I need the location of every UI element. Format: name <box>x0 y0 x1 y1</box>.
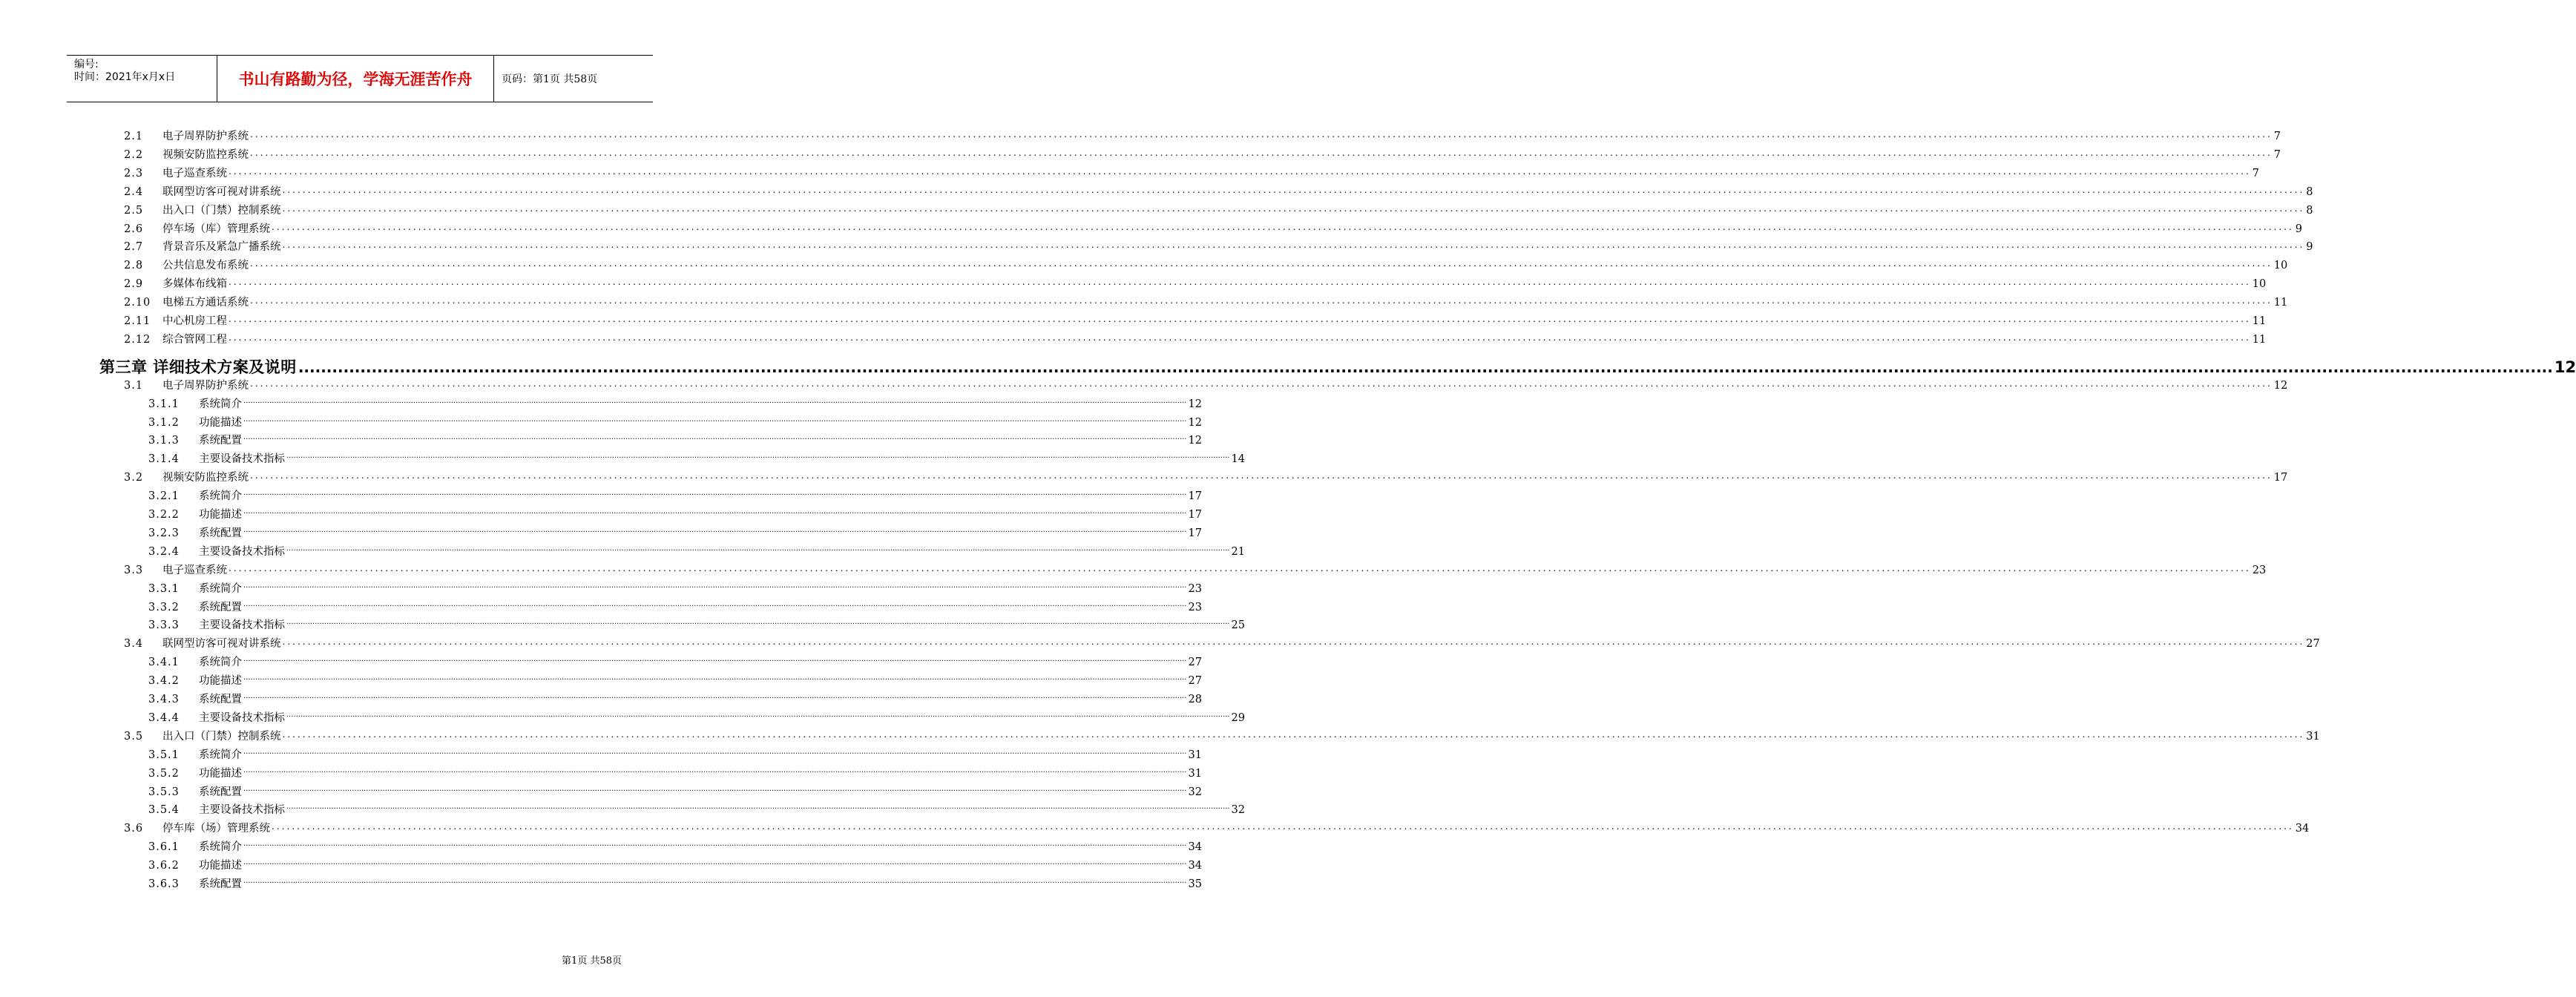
toc-entry[interactable] <box>124 182 2313 199</box>
toc-entry-title: 电子巡查系统 <box>162 167 227 180</box>
toc-dot-leader: ................................................................................................................................................................................................................................................................................................................................................................................................................ <box>286 452 1230 461</box>
toc-entry-title: 联网型访客可视对讲系统 <box>162 185 281 198</box>
toc-entry-title: 系统配置 <box>199 527 242 539</box>
toc-entry-title: 系统简介 <box>199 748 242 761</box>
toc-entry-title: 电子周界防护系统 <box>162 379 249 392</box>
toc-entry-number: 2.12 <box>124 333 151 346</box>
toc-dot-leader: ................................................................................................................................................................................................................................................................................................................................................................................................................ <box>282 184 2305 195</box>
toc-entry-title: 主要设备技术指标 <box>199 711 285 724</box>
toc-entry-number: 3.2.1 <box>148 490 180 503</box>
toc-entry-title: 系统简介 <box>199 582 242 595</box>
toc-entry[interactable] <box>148 395 1202 411</box>
toc-entry-title: 功能描述 <box>199 767 242 780</box>
toc-entry-number: 3.4.3 <box>148 694 180 705</box>
toc-entry-page: 17 <box>1188 490 1202 503</box>
toc-entry-title: 停车场（库）管理系统 <box>162 223 270 235</box>
toc-chapter-entry[interactable] <box>99 352 2576 376</box>
toc-dot-leader: ................................................................................................................................................................................................................................................................................................................................................................................................................ <box>286 544 1230 553</box>
toc-entry-number: 3.1.4 <box>148 453 180 466</box>
toc-entry-number: 3.4.1 <box>148 657 180 669</box>
toc-entry[interactable] <box>148 616 1245 632</box>
toc-entry-title: 系统配置 <box>199 786 242 798</box>
toc-entry-title: 主要设备技术指标 <box>199 619 285 632</box>
toc-dot-leader: ................................................................................................................................................................................................................................................................................................................................................................................................................ <box>229 314 2251 324</box>
toc-entry-page: 34 <box>1188 841 1202 854</box>
toc-entry[interactable] <box>124 274 2267 291</box>
toc-entry-page: 25 <box>1231 619 1245 632</box>
toc-entry-page: 8 <box>2306 204 2313 217</box>
toc-entry[interactable] <box>148 487 1202 503</box>
toc-dot-leader: ................................................................................................................................................................................................................................................................................................................................................................................................................ <box>282 728 2305 740</box>
toc-entry-page: 34 <box>1188 860 1202 872</box>
toc-entry[interactable] <box>124 201 2313 217</box>
toc-entry-number: 3.6.2 <box>148 860 180 872</box>
toc-entry[interactable] <box>148 856 1202 872</box>
toc-entry-number: 2.4 <box>124 185 144 198</box>
toc-dot-leader: ................................................................................................................................................................................................................................................................................................................................................................................................................ <box>286 803 1230 812</box>
toc-entry-title: 系统简介 <box>199 398 242 410</box>
toc-entry[interactable] <box>148 431 1202 447</box>
toc-dot-leader: ................................................................................................................................................................................................................................................................................................................................................................................................................ <box>243 674 1187 682</box>
toc-dot-leader: ................................................................................................................................................................................................................................................................................................................................................................................................................ <box>243 784 1187 793</box>
toc-dot-leader: ................................................................................................................................................................................................................................................................................................................................................................................................................ <box>250 295 2273 306</box>
toc-entry[interactable] <box>124 164 2260 180</box>
toc-entry-page: 14 <box>1231 453 1245 466</box>
toc-entry-page: 23 <box>2252 564 2267 576</box>
toc-dot-leader: ................................................................................................................................................................................................................................................................................................................................................................................................................ <box>243 858 1187 867</box>
toc-entry[interactable] <box>124 634 2320 651</box>
toc-dot-leader: ................................................................................................................................................................................................................................................................................................................................................................................................................ <box>272 221 2294 232</box>
toc-dot-leader: ................................................................................................................................................................................................................................................................................................................................................................................................................ <box>229 165 2251 177</box>
toc-entry-number: 3.5.3 <box>148 786 180 798</box>
toc-entry-number: 3.5.4 <box>148 804 180 817</box>
toc-entry-page: 32 <box>1188 786 1202 798</box>
toc-entry-number: 3.1.3 <box>148 435 180 447</box>
toc-entry-number: 2.2 <box>124 148 144 161</box>
toc-entry-title: 中心机房工程 <box>162 315 227 327</box>
toc-entry-title: 公共信息发布系统 <box>162 260 249 272</box>
toc-dot-leader: ................................................................................................................................................................................................................................................................................................................................................................................................................ <box>243 877 1187 885</box>
toc-dot-leader: ................................................................................................................................................................................................................................................................................................................................................................................................................ <box>243 766 1187 774</box>
toc-dot-leader: ................................................................................................................................................................................................................................................................................................................................................................................................................ <box>243 692 1187 700</box>
toc-entry[interactable] <box>148 450 1245 466</box>
toc-entry-number: 3.4.2 <box>148 675 180 688</box>
toc-entry[interactable] <box>124 237 2313 254</box>
toc-entry-page: 11 <box>2252 315 2267 327</box>
toc-entry-title: 多媒体布线箱 <box>162 278 227 291</box>
toc-entry[interactable] <box>148 690 1202 706</box>
toc-entry-page: 17 <box>1188 527 1202 539</box>
toc-entry-page: 21 <box>1231 545 1245 558</box>
toc-entry-title: 系统简介 <box>199 841 242 854</box>
toc-entry-page: 12 <box>2554 358 2576 376</box>
toc-entry-number: 3.6.3 <box>148 878 180 890</box>
toc-entry-title: 系统简介 <box>199 490 242 503</box>
toc-dot-leader: ................................................................................................................................................................................................................................................................................................................................................................................................................ <box>243 396 1187 405</box>
toc-entry-number: 3.4.4 <box>148 711 180 724</box>
header-motto: 书山有路勤为径，学海无涯苦作舟 <box>217 56 494 102</box>
toc-entry[interactable] <box>124 312 2267 328</box>
toc-entry-title: 电子巡查系统 <box>162 564 227 576</box>
toc-entry[interactable] <box>148 783 1202 799</box>
toc-entry-number: 2.5 <box>124 204 144 217</box>
toc-entry[interactable] <box>148 598 1202 614</box>
toc-entry-number: 2.9 <box>124 278 144 291</box>
footer-page-label: 第1页 共58页 <box>562 955 622 967</box>
toc-entry[interactable] <box>148 524 1202 540</box>
toc-entry-number: 3.2.4 <box>148 545 180 558</box>
toc-entry[interactable] <box>148 800 1245 817</box>
toc-entry-page: 23 <box>1188 582 1202 595</box>
toc-entry-number: 3.3.2 <box>148 601 180 613</box>
toc-dot-leader: ................................................................................................................................................................................................................................................................................................................................................................................................................ <box>243 840 1187 849</box>
toc-entry-title: 视频安防监控系统 <box>162 148 249 161</box>
toc-entry[interactable] <box>124 145 2281 162</box>
toc-entry-number: 2.10 <box>124 297 151 309</box>
page-header <box>67 55 653 102</box>
toc-dot-leader: ................................................................................................................................................................................................................................................................................................................................................................................................................ <box>298 358 2553 376</box>
toc-entry-page: 34 <box>2295 823 2310 835</box>
toc-entry-number: 3.2.2 <box>148 509 180 521</box>
toc-entry-title: 第三章 详细技术方案及说明 <box>99 358 297 376</box>
toc-entry[interactable] <box>148 542 1245 559</box>
toc-entry-title: 主要设备技术指标 <box>199 545 285 558</box>
toc-entry[interactable] <box>148 875 1202 891</box>
toc-entry-page: 12 <box>1188 398 1202 410</box>
toc-entry-page: 7 <box>2252 167 2260 180</box>
toc-dot-leader: ................................................................................................................................................................................................................................................................................................................................................................................................................ <box>229 277 2251 288</box>
toc-dot-leader: ................................................................................................................................................................................................................................................................................................................................................................................................................ <box>286 710 1230 719</box>
toc-dot-leader: ................................................................................................................................................................................................................................................................................................................................................................................................................ <box>250 129 2273 139</box>
toc-entry-title: 出入口（门禁）控制系统 <box>162 204 281 217</box>
toc-entry-title: 系统简介 <box>199 657 242 669</box>
toc-entry-title: 功能描述 <box>199 509 242 521</box>
toc-entry-title: 综合管网工程 <box>162 333 227 346</box>
header-code-label: 编号: <box>74 59 99 70</box>
toc-entry-title: 电子周界防护系统 <box>162 131 249 142</box>
toc-entry-title: 停车库（场）管理系统 <box>162 823 270 835</box>
toc-entry[interactable] <box>124 256 2288 272</box>
toc-dot-leader: ................................................................................................................................................................................................................................................................................................................................................................................................................ <box>250 147 2273 158</box>
toc-entry-title: 系统配置 <box>199 435 242 447</box>
toc-entry[interactable] <box>148 708 1245 725</box>
toc-dot-leader: ................................................................................................................................................................................................................................................................................................................................................................................................................ <box>250 378 2273 389</box>
toc-dot-leader: ................................................................................................................................................................................................................................................................................................................................................................................................................ <box>243 581 1187 590</box>
toc-entry-page: 9 <box>2295 223 2303 235</box>
toc-entry[interactable] <box>124 727 2320 743</box>
toc-dot-leader: ................................................................................................................................................................................................................................................................................................................................................................................................................ <box>229 332 2251 343</box>
toc-entry-title: 系统配置 <box>199 601 242 613</box>
toc-entry-number: 3.3.3 <box>148 619 180 632</box>
toc-entry-page: 23 <box>1188 601 1202 613</box>
toc-dot-leader: ................................................................................................................................................................................................................................................................................................................................................................................................................ <box>282 203 2305 214</box>
toc-entry[interactable] <box>148 505 1202 521</box>
toc-entry[interactable] <box>148 746 1202 762</box>
header-page-label: 页码：第1页 共58页 <box>502 73 598 85</box>
toc-dot-leader: ................................................................................................................................................................................................................................................................................................................................................................................................................ <box>250 258 2273 269</box>
toc-entry-page: 31 <box>2306 730 2320 743</box>
toc-entry-number: 2.6 <box>124 223 144 235</box>
toc-entry-number: 3.1.1 <box>148 398 180 410</box>
toc-dot-leader: ................................................................................................................................................................................................................................................................................................................................................................................................................ <box>272 821 2294 832</box>
toc-entry-page: 28 <box>1188 694 1202 705</box>
toc-entry-number: 3.2.3 <box>148 527 180 539</box>
toc-dot-leader: ................................................................................................................................................................................................................................................................................................................................................................................................................ <box>250 470 2273 481</box>
toc-entry-page: 10 <box>2252 278 2267 291</box>
toc-entry-page: 11 <box>2273 297 2288 309</box>
toc-entry-title: 功能描述 <box>199 675 242 688</box>
toc-entry-title: 主要设备技术指标 <box>199 453 285 466</box>
toc-entry-page: 29 <box>1231 711 1245 724</box>
toc-entry-page: 31 <box>1188 767 1202 780</box>
toc-entry[interactable] <box>124 376 2288 392</box>
toc-dot-leader: ................................................................................................................................................................................................................................................................................................................................................................................................................ <box>286 618 1230 627</box>
toc-entry-title: 系统配置 <box>199 878 242 890</box>
toc-entry-page: 27 <box>2306 638 2320 651</box>
toc-dot-leader: ................................................................................................................................................................................................................................................................................................................................................................................................................ <box>243 525 1187 534</box>
toc-entry[interactable] <box>148 413 1202 430</box>
toc-entry[interactable] <box>124 293 2288 309</box>
toc-entry-page: 11 <box>2252 333 2267 346</box>
toc-dot-leader: ................................................................................................................................................................................................................................................................................................................................................................................................................ <box>282 240 2305 251</box>
toc-dot-leader: ................................................................................................................................................................................................................................................................................................................................................................................................................ <box>243 599 1187 608</box>
toc-entry-number: 2.1 <box>124 131 144 142</box>
toc-entry-page: 12 <box>2273 379 2288 392</box>
toc-entry-page: 27 <box>1188 657 1202 669</box>
toc-dot-leader: ................................................................................................................................................................................................................................................................................................................................................................................................................ <box>243 415 1187 424</box>
toc-entry[interactable] <box>124 468 2288 484</box>
toc-entry-number: 3.3 <box>124 564 144 576</box>
toc-entry-number: 3.6.1 <box>148 841 180 854</box>
toc-entry-number: 3.1.2 <box>148 416 180 429</box>
toc-dot-leader: ................................................................................................................................................................................................................................................................................................................................................................................................................ <box>243 489 1187 498</box>
toc-entry-page: 17 <box>1188 509 1202 521</box>
toc-entry-page: 17 <box>2273 472 2288 484</box>
toc-entry-number: 3.5.2 <box>148 767 180 780</box>
toc-dot-leader: ................................................................................................................................................................................................................................................................................................................................................................................................................ <box>243 747 1187 756</box>
toc-entry-page: 12 <box>1188 435 1202 447</box>
toc-entry-number: 3.3.1 <box>148 582 180 595</box>
toc-entry-page: 31 <box>1188 748 1202 761</box>
toc-entry-number: 2.8 <box>124 260 144 272</box>
toc-dot-leader: ................................................................................................................................................................................................................................................................................................................................................................................................................ <box>229 562 2251 573</box>
toc-entry-page: 7 <box>2273 131 2281 142</box>
toc-entry-title: 主要设备技术指标 <box>199 804 285 817</box>
toc-entry-number: 3.6 <box>124 823 144 835</box>
header-meta <box>67 56 217 102</box>
toc-entry-number: 3.5 <box>124 730 144 743</box>
toc-entry-title: 联网型访客可视对讲系统 <box>162 638 281 651</box>
toc-entry-page: 32 <box>1231 804 1245 817</box>
toc-entry-number: 3.2 <box>124 472 144 484</box>
toc-entry-number: 3.5.1 <box>148 748 180 761</box>
toc-dot-leader: ................................................................................................................................................................................................................................................................................................................................................................................................................ <box>243 655 1187 664</box>
toc-entry-page: 10 <box>2273 260 2288 272</box>
toc-entry-page: 12 <box>1188 416 1202 429</box>
toc-entry-number: 2.3 <box>124 167 144 180</box>
toc-dot-leader: ................................................................................................................................................................................................................................................................................................................................................................................................................ <box>282 636 2305 648</box>
header-time-label: 时间：2021年x月x日 <box>74 71 176 83</box>
toc-entry[interactable] <box>124 127 2281 143</box>
toc-entry-page: 9 <box>2306 241 2313 254</box>
toc-entry-page: 8 <box>2306 185 2313 198</box>
toc-entry-number: 3.1 <box>124 379 144 392</box>
toc-dot-leader: ................................................................................................................................................................................................................................................................................................................................................................................................................ <box>243 507 1187 516</box>
toc-entry-number: 2.7 <box>124 241 144 254</box>
toc-entry-number: 2.11 <box>124 315 151 327</box>
toc-entry[interactable] <box>124 561 2267 577</box>
toc-entry[interactable] <box>148 671 1202 688</box>
toc-entry[interactable] <box>148 838 1202 854</box>
toc-entry-number: 3.4 <box>124 638 144 651</box>
toc-entry-title: 功能描述 <box>199 416 242 429</box>
toc-entry[interactable] <box>124 819 2310 835</box>
toc-entry[interactable] <box>124 220 2303 236</box>
toc-entry-page: 35 <box>1188 878 1202 890</box>
toc-entry-title: 系统配置 <box>199 694 242 705</box>
toc-entry-page: 27 <box>1188 675 1202 688</box>
toc-dot-leader: ................................................................................................................................................................................................................................................................................................................................................................................................................ <box>243 433 1187 442</box>
toc-entry[interactable] <box>148 764 1202 780</box>
toc-entry[interactable] <box>148 579 1202 596</box>
toc-entry-title: 功能描述 <box>199 860 242 872</box>
toc-entry-page: 7 <box>2273 148 2281 161</box>
toc-entry[interactable] <box>124 330 2267 346</box>
toc-entry-title: 电梯五方通话系统 <box>162 297 249 309</box>
toc-entry-title: 出入口（门禁）控制系统 <box>162 730 281 743</box>
toc-entry-title: 背景音乐及紧急广播系统 <box>162 241 281 254</box>
toc-entry-title: 视频安防监控系统 <box>162 472 249 484</box>
toc-entry[interactable] <box>148 653 1202 669</box>
